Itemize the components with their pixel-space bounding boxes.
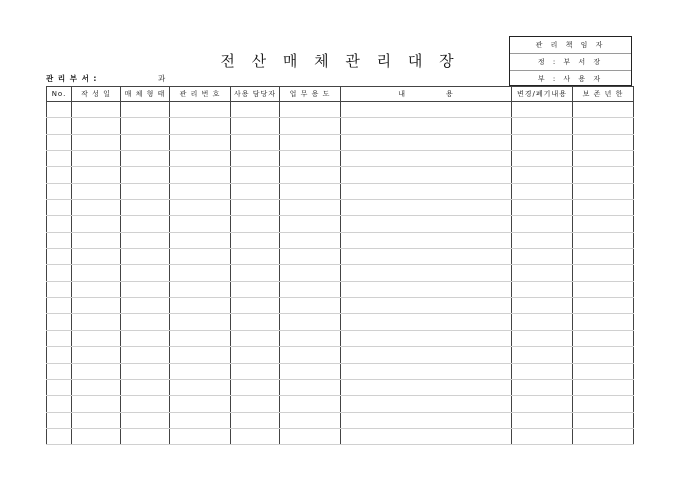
table-cell[interactable]: [231, 265, 280, 281]
table-cell[interactable]: [341, 167, 512, 183]
table-cell[interactable]: [72, 379, 121, 395]
table-cell[interactable]: [573, 151, 634, 167]
col-business-purpose: 업 무 용 도: [280, 87, 341, 102]
table-cell[interactable]: [512, 118, 573, 134]
table-cell[interactable]: [280, 134, 341, 150]
col-no: No.: [47, 87, 72, 102]
table-cell[interactable]: [121, 249, 170, 265]
table-cell[interactable]: [231, 363, 280, 379]
table-cell[interactable]: [170, 249, 231, 265]
table-cell[interactable]: [170, 330, 231, 346]
table-cell[interactable]: [170, 314, 231, 330]
table-cell[interactable]: [47, 118, 72, 134]
table-cell[interactable]: [72, 265, 121, 281]
table-cell[interactable]: [573, 200, 634, 216]
table-cell[interactable]: [231, 412, 280, 428]
table-cell[interactable]: [170, 379, 231, 395]
table-cell[interactable]: [170, 396, 231, 412]
table-row: [47, 232, 634, 248]
approval-box: [509, 36, 632, 86]
table-cell[interactable]: [231, 314, 280, 330]
table-cell[interactable]: [573, 428, 634, 444]
table-cell[interactable]: [573, 379, 634, 395]
table-cell[interactable]: [280, 151, 341, 167]
table-cell[interactable]: [341, 281, 512, 297]
table-cell[interactable]: [280, 183, 341, 199]
table-cell[interactable]: [47, 167, 72, 183]
table-cell[interactable]: [341, 314, 512, 330]
table-cell[interactable]: [573, 363, 634, 379]
table-cell[interactable]: [341, 330, 512, 346]
table-cell[interactable]: [72, 330, 121, 346]
approval-header: 관 리 책 임 자: [510, 37, 631, 54]
approval-primary: 정 : 부 서 장: [510, 54, 631, 71]
table-cell[interactable]: [72, 347, 121, 363]
table-cell[interactable]: [280, 314, 341, 330]
approval-deputy: 부 : 사 용 자: [537, 75, 604, 83]
table-cell[interactable]: [280, 167, 341, 183]
table-body: [47, 102, 634, 445]
table-cell[interactable]: [341, 183, 512, 199]
table-row: [47, 265, 634, 281]
table-cell[interactable]: [170, 281, 231, 297]
table-cell[interactable]: [512, 102, 573, 118]
table-cell[interactable]: [231, 249, 280, 265]
department-unit: 과: [158, 74, 167, 83]
col-user-in-charge: 사용 담당자: [231, 87, 280, 102]
col-content: 내 용: [341, 87, 512, 102]
table-cell[interactable]: [341, 347, 512, 363]
table-row: [47, 314, 634, 330]
table-cell[interactable]: [72, 363, 121, 379]
table-cell[interactable]: [121, 167, 170, 183]
table-row: [47, 347, 634, 363]
table-cell[interactable]: [231, 232, 280, 248]
table-cell[interactable]: [512, 363, 573, 379]
table-cell[interactable]: [512, 428, 573, 444]
col-retention-period: 보 존 년 한: [573, 87, 634, 102]
table-cell[interactable]: [280, 330, 341, 346]
col-change-disposal: 변경/폐기내용: [512, 87, 573, 102]
table-cell[interactable]: [121, 412, 170, 428]
table-cell[interactable]: [47, 183, 72, 199]
table-row: [47, 200, 634, 216]
table-cell[interactable]: [231, 330, 280, 346]
table-cell[interactable]: [512, 298, 573, 314]
table-cell[interactable]: [512, 167, 573, 183]
table-row: [47, 396, 634, 412]
table-row: [47, 249, 634, 265]
table-cell[interactable]: [170, 412, 231, 428]
table-cell[interactable]: [121, 347, 170, 363]
table-cell[interactable]: [121, 330, 170, 346]
table-cell[interactable]: [512, 379, 573, 395]
table-cell[interactable]: [512, 412, 573, 428]
table-cell[interactable]: [512, 281, 573, 297]
table-cell[interactable]: [280, 396, 341, 412]
table-cell[interactable]: [72, 314, 121, 330]
table-cell[interactable]: [280, 298, 341, 314]
table-cell[interactable]: [512, 134, 573, 150]
table-cell[interactable]: [231, 134, 280, 150]
table-cell[interactable]: [573, 232, 634, 248]
table-cell[interactable]: [47, 102, 72, 118]
table-cell[interactable]: [170, 167, 231, 183]
table-cell[interactable]: [47, 151, 72, 167]
table-cell[interactable]: [121, 232, 170, 248]
table-cell[interactable]: [280, 216, 341, 232]
table-cell[interactable]: [47, 412, 72, 428]
table-row: [47, 428, 634, 444]
table-cell[interactable]: [341, 298, 512, 314]
table-cell[interactable]: [231, 102, 280, 118]
table-cell[interactable]: [170, 298, 231, 314]
table-cell[interactable]: [341, 102, 512, 118]
table-cell[interactable]: [573, 249, 634, 265]
table-cell[interactable]: [512, 183, 573, 199]
table-cell[interactable]: [231, 151, 280, 167]
table-cell[interactable]: [170, 428, 231, 444]
table-cell[interactable]: [231, 379, 280, 395]
table-cell[interactable]: [121, 134, 170, 150]
table-cell[interactable]: [72, 102, 121, 118]
table-cell[interactable]: [280, 232, 341, 248]
table-row: [47, 102, 634, 118]
table-cell[interactable]: [341, 134, 512, 150]
table-cell[interactable]: [231, 216, 280, 232]
table-row: [47, 118, 634, 134]
table-cell[interactable]: [573, 281, 634, 297]
table-cell[interactable]: [341, 232, 512, 248]
table-cell[interactable]: [280, 249, 341, 265]
department-label: [46, 73, 167, 84]
table-cell[interactable]: [280, 412, 341, 428]
media-ledger-table: [46, 86, 634, 445]
table-cell[interactable]: [121, 298, 170, 314]
table-cell[interactable]: [231, 281, 280, 297]
table-cell[interactable]: [231, 167, 280, 183]
table-cell[interactable]: [170, 183, 231, 199]
table-cell[interactable]: [573, 102, 634, 118]
table-cell[interactable]: [47, 363, 72, 379]
table-cell[interactable]: [72, 428, 121, 444]
table-cell[interactable]: [170, 118, 231, 134]
table-cell[interactable]: [512, 151, 573, 167]
table-cell[interactable]: [47, 314, 72, 330]
table-cell[interactable]: [280, 347, 341, 363]
table-cell[interactable]: [121, 183, 170, 199]
table-cell[interactable]: [512, 265, 573, 281]
table-cell[interactable]: [512, 216, 573, 232]
table-cell[interactable]: [573, 183, 634, 199]
table-cell[interactable]: [341, 200, 512, 216]
table-cell[interactable]: [512, 232, 573, 248]
table-cell[interactable]: [121, 102, 170, 118]
table-cell[interactable]: [170, 216, 231, 232]
table-row: [47, 134, 634, 150]
table-cell[interactable]: [573, 314, 634, 330]
table-cell[interactable]: [341, 118, 512, 134]
table-cell[interactable]: [573, 412, 634, 428]
table-cell[interactable]: [573, 216, 634, 232]
table-cell[interactable]: [47, 330, 72, 346]
table-cell[interactable]: [47, 428, 72, 444]
table-cell[interactable]: [170, 347, 231, 363]
table-cell[interactable]: [47, 232, 72, 248]
table-row: [47, 412, 634, 428]
table-cell[interactable]: [512, 347, 573, 363]
table-cell[interactable]: [121, 151, 170, 167]
table-cell[interactable]: [231, 347, 280, 363]
table-cell[interactable]: [512, 396, 573, 412]
table-cell[interactable]: [47, 265, 72, 281]
table-cell[interactable]: [573, 396, 634, 412]
table-cell[interactable]: [47, 200, 72, 216]
table-cell[interactable]: [47, 281, 72, 297]
table-cell[interactable]: [341, 428, 512, 444]
table-row: [47, 379, 634, 395]
table-cell[interactable]: [47, 216, 72, 232]
table-cell[interactable]: [47, 379, 72, 395]
table-cell[interactable]: [280, 200, 341, 216]
table-cell[interactable]: [512, 330, 573, 346]
table-cell[interactable]: [170, 200, 231, 216]
table-cell[interactable]: [72, 249, 121, 265]
table-row: [47, 363, 634, 379]
table-row: [47, 281, 634, 297]
table-row: [47, 216, 634, 232]
table-cell[interactable]: [47, 249, 72, 265]
table-cell[interactable]: [47, 347, 72, 363]
table-cell[interactable]: [72, 396, 121, 412]
table-cell[interactable]: [280, 265, 341, 281]
table-cell[interactable]: [121, 200, 170, 216]
table-cell[interactable]: [231, 183, 280, 199]
table-cell[interactable]: [72, 151, 121, 167]
document-title: 전 산 매 체 관 리 대 장: [220, 52, 460, 70]
table-cell[interactable]: [231, 118, 280, 134]
table-cell[interactable]: [121, 396, 170, 412]
table-cell[interactable]: [72, 118, 121, 134]
table-row: [47, 330, 634, 346]
table-cell[interactable]: [280, 428, 341, 444]
table-cell[interactable]: [573, 134, 634, 150]
table-cell[interactable]: [47, 396, 72, 412]
table-cell[interactable]: [170, 363, 231, 379]
table-cell[interactable]: [512, 200, 573, 216]
table-cell[interactable]: [170, 265, 231, 281]
table-cell[interactable]: [573, 167, 634, 183]
col-media-type: 매 체 형 태: [121, 87, 170, 102]
table-cell[interactable]: [341, 151, 512, 167]
table-cell[interactable]: [573, 265, 634, 281]
table-cell[interactable]: [72, 216, 121, 232]
table-cell[interactable]: [512, 249, 573, 265]
table-cell[interactable]: [231, 200, 280, 216]
table-cell[interactable]: [573, 298, 634, 314]
table-row: [47, 151, 634, 167]
col-management-number: 관 리 번 호: [170, 87, 231, 102]
table-cell[interactable]: [72, 298, 121, 314]
table-cell[interactable]: [573, 118, 634, 134]
table-cell[interactable]: [170, 232, 231, 248]
table-row: [47, 183, 634, 199]
table-cell[interactable]: [231, 298, 280, 314]
table-cell[interactable]: [231, 396, 280, 412]
table-cell[interactable]: [231, 428, 280, 444]
table-row: [47, 298, 634, 314]
table-cell[interactable]: [121, 379, 170, 395]
table-cell[interactable]: [341, 265, 512, 281]
table-cell[interactable]: [170, 134, 231, 150]
table-cell[interactable]: [280, 118, 341, 134]
table-cell[interactable]: [72, 167, 121, 183]
table-row: [47, 167, 634, 183]
department-label-text: 관 리 부 서 :: [46, 74, 98, 83]
table-cell[interactable]: [121, 314, 170, 330]
table-header-row: [47, 87, 634, 102]
table-cell[interactable]: [72, 200, 121, 216]
table-cell[interactable]: [121, 281, 170, 297]
table-cell[interactable]: [121, 428, 170, 444]
table-cell[interactable]: [280, 379, 341, 395]
table-cell[interactable]: [121, 118, 170, 134]
table-cell[interactable]: [341, 396, 512, 412]
table-cell[interactable]: [121, 216, 170, 232]
table-cell[interactable]: [47, 134, 72, 150]
table-cell[interactable]: [72, 134, 121, 150]
table-cell[interactable]: [512, 314, 573, 330]
table-cell[interactable]: [341, 249, 512, 265]
table-cell[interactable]: [280, 363, 341, 379]
table-cell[interactable]: [341, 363, 512, 379]
table-cell[interactable]: [573, 347, 634, 363]
table-cell[interactable]: [47, 298, 72, 314]
table-cell[interactable]: [170, 151, 231, 167]
table-cell[interactable]: [121, 363, 170, 379]
table-cell[interactable]: [341, 216, 512, 232]
table-cell[interactable]: [341, 379, 512, 395]
table-cell[interactable]: [72, 412, 121, 428]
table-cell[interactable]: [280, 102, 341, 118]
table-cell[interactable]: [170, 102, 231, 118]
col-created-date: 작 성 일: [72, 87, 121, 102]
table-cell[interactable]: [121, 265, 170, 281]
table-cell[interactable]: [72, 232, 121, 248]
table-cell[interactable]: [573, 330, 634, 346]
table-cell[interactable]: [280, 281, 341, 297]
table-cell[interactable]: [341, 412, 512, 428]
table-cell[interactable]: [72, 183, 121, 199]
table-cell[interactable]: [72, 281, 121, 297]
